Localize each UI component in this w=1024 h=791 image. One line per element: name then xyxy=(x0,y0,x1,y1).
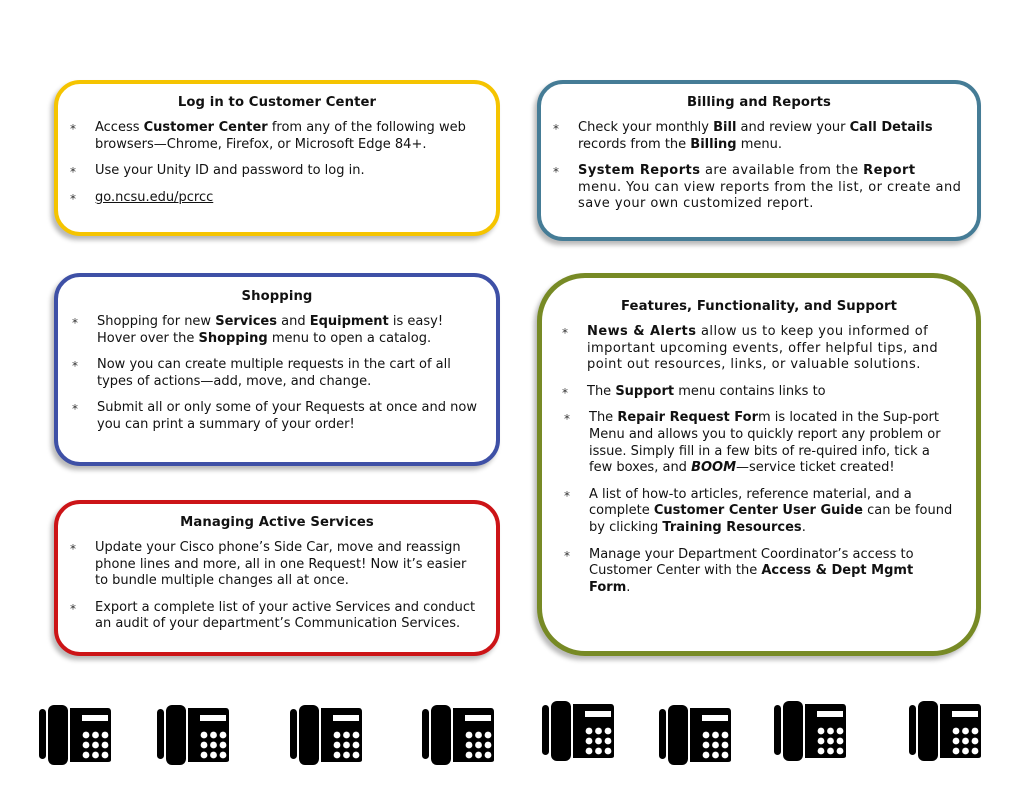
card-title: Shopping xyxy=(241,289,313,304)
bold-italic-term: BOOM xyxy=(691,460,737,476)
desk-phone-icon xyxy=(773,700,847,762)
list-item: * Check your monthly Bill and review your Call Details records from the Billing menu. xyxy=(578,120,963,153)
list-item xyxy=(95,190,482,207)
list-item: * Use your Unity ID and password to log in. xyxy=(95,163,482,180)
card-managing-services xyxy=(54,500,500,656)
bold-term: Billing xyxy=(690,136,737,152)
sub-bullet-list xyxy=(589,410,956,596)
card-features-support xyxy=(537,273,981,656)
bold-term: Support xyxy=(615,383,675,399)
card-title: Billing and Reports xyxy=(686,95,832,110)
desk-phone-icon xyxy=(289,704,363,766)
desk-phone-icon xyxy=(38,704,112,766)
bold-term: Call Details xyxy=(849,120,933,135)
bold-term: Equipment xyxy=(309,314,389,329)
desk-phone-icon xyxy=(156,704,230,766)
list-item: * System Reports are available from the Report menu. You can view reports from the list, or create and save your own customized report. xyxy=(578,163,963,213)
list-item: * Manage your Department Coordinator’s access to Customer Center with the Access & Dept Mgmt Form. xyxy=(589,547,956,597)
bold-term: Access & Dept Mgmt Form xyxy=(589,563,914,595)
list-item: * Now you can create multiple requests in the cart of all types of actions—add, move, and change. xyxy=(97,357,482,390)
bullet-list xyxy=(97,314,482,434)
card-title: Log in to Customer Center xyxy=(177,95,377,110)
list-item: * Shopping for new Services and Equipment is easy! Hover over the Shopping menu to open a catalog. xyxy=(97,314,482,347)
list-item: * The Repair Request Form is located in the Sup-port Menu and allows you to quickly report any problem or issue. Simply fill in a few bits of re-quired info, tick a few boxes, and BOOM—service ticket created! xyxy=(589,410,956,476)
card-title: Features, Functionality, and Support xyxy=(620,299,898,314)
list-item: * Access Customer Center from any of the following web browsers—Chrome, Firefox, or Microsoft Edge 84+. xyxy=(95,120,482,153)
bullet-list xyxy=(95,540,482,633)
desk-phone-icon xyxy=(421,704,495,766)
bullet-list xyxy=(587,324,962,400)
list-item: * News & Alerts allow us to keep you informed of important upcoming events, offer helpful tips, and point out resources, links, or valuable solutions. xyxy=(587,324,962,374)
bold-term: Training Resources xyxy=(662,519,802,535)
card-login xyxy=(54,80,500,236)
desk-phone-icon xyxy=(658,704,732,766)
card-billing xyxy=(537,80,981,241)
bold-term: System Reports xyxy=(578,163,701,179)
portal-link[interactable]: go.ncsu.edu/pcrcc xyxy=(95,189,214,205)
desk-phone-icon xyxy=(541,700,615,762)
list-item: * Export a complete list of your active Services and conduct an audit of your department’s Communication Services. xyxy=(95,600,482,633)
card-shopping xyxy=(54,273,500,466)
bold-term: Services xyxy=(215,314,277,329)
list-item: * The Support menu contains links to xyxy=(587,384,962,401)
card-title: Managing Active Services xyxy=(180,515,374,530)
phone-icon-row xyxy=(0,700,1024,764)
list-item: * A list of how-to articles, reference material, and a complete Customer Center User Guide can be found by clicking Training Resources. xyxy=(589,487,956,537)
list-item: * Submit all or only some of your Requests at once and now you can print a summary of your order! xyxy=(97,400,482,433)
bullet-list xyxy=(95,120,482,206)
bold-term: News & Alerts xyxy=(587,324,697,339)
list-item: * Update your Cisco phone’s Side Car, move and reassign phone lines and more, all in one Request! Now it’s easier to bundle multiple changes all at once. xyxy=(95,540,482,590)
desk-phone-icon xyxy=(908,700,982,762)
bold-term: Bill xyxy=(713,120,737,135)
bold-term: Report xyxy=(863,163,916,179)
bold-term: Customer Center User Guide xyxy=(653,503,863,519)
bold-term: Shopping xyxy=(198,330,268,346)
bold-term: Repair Request For xyxy=(617,410,758,426)
bold-term: Customer Center xyxy=(143,120,268,135)
bullet-list xyxy=(578,120,963,213)
